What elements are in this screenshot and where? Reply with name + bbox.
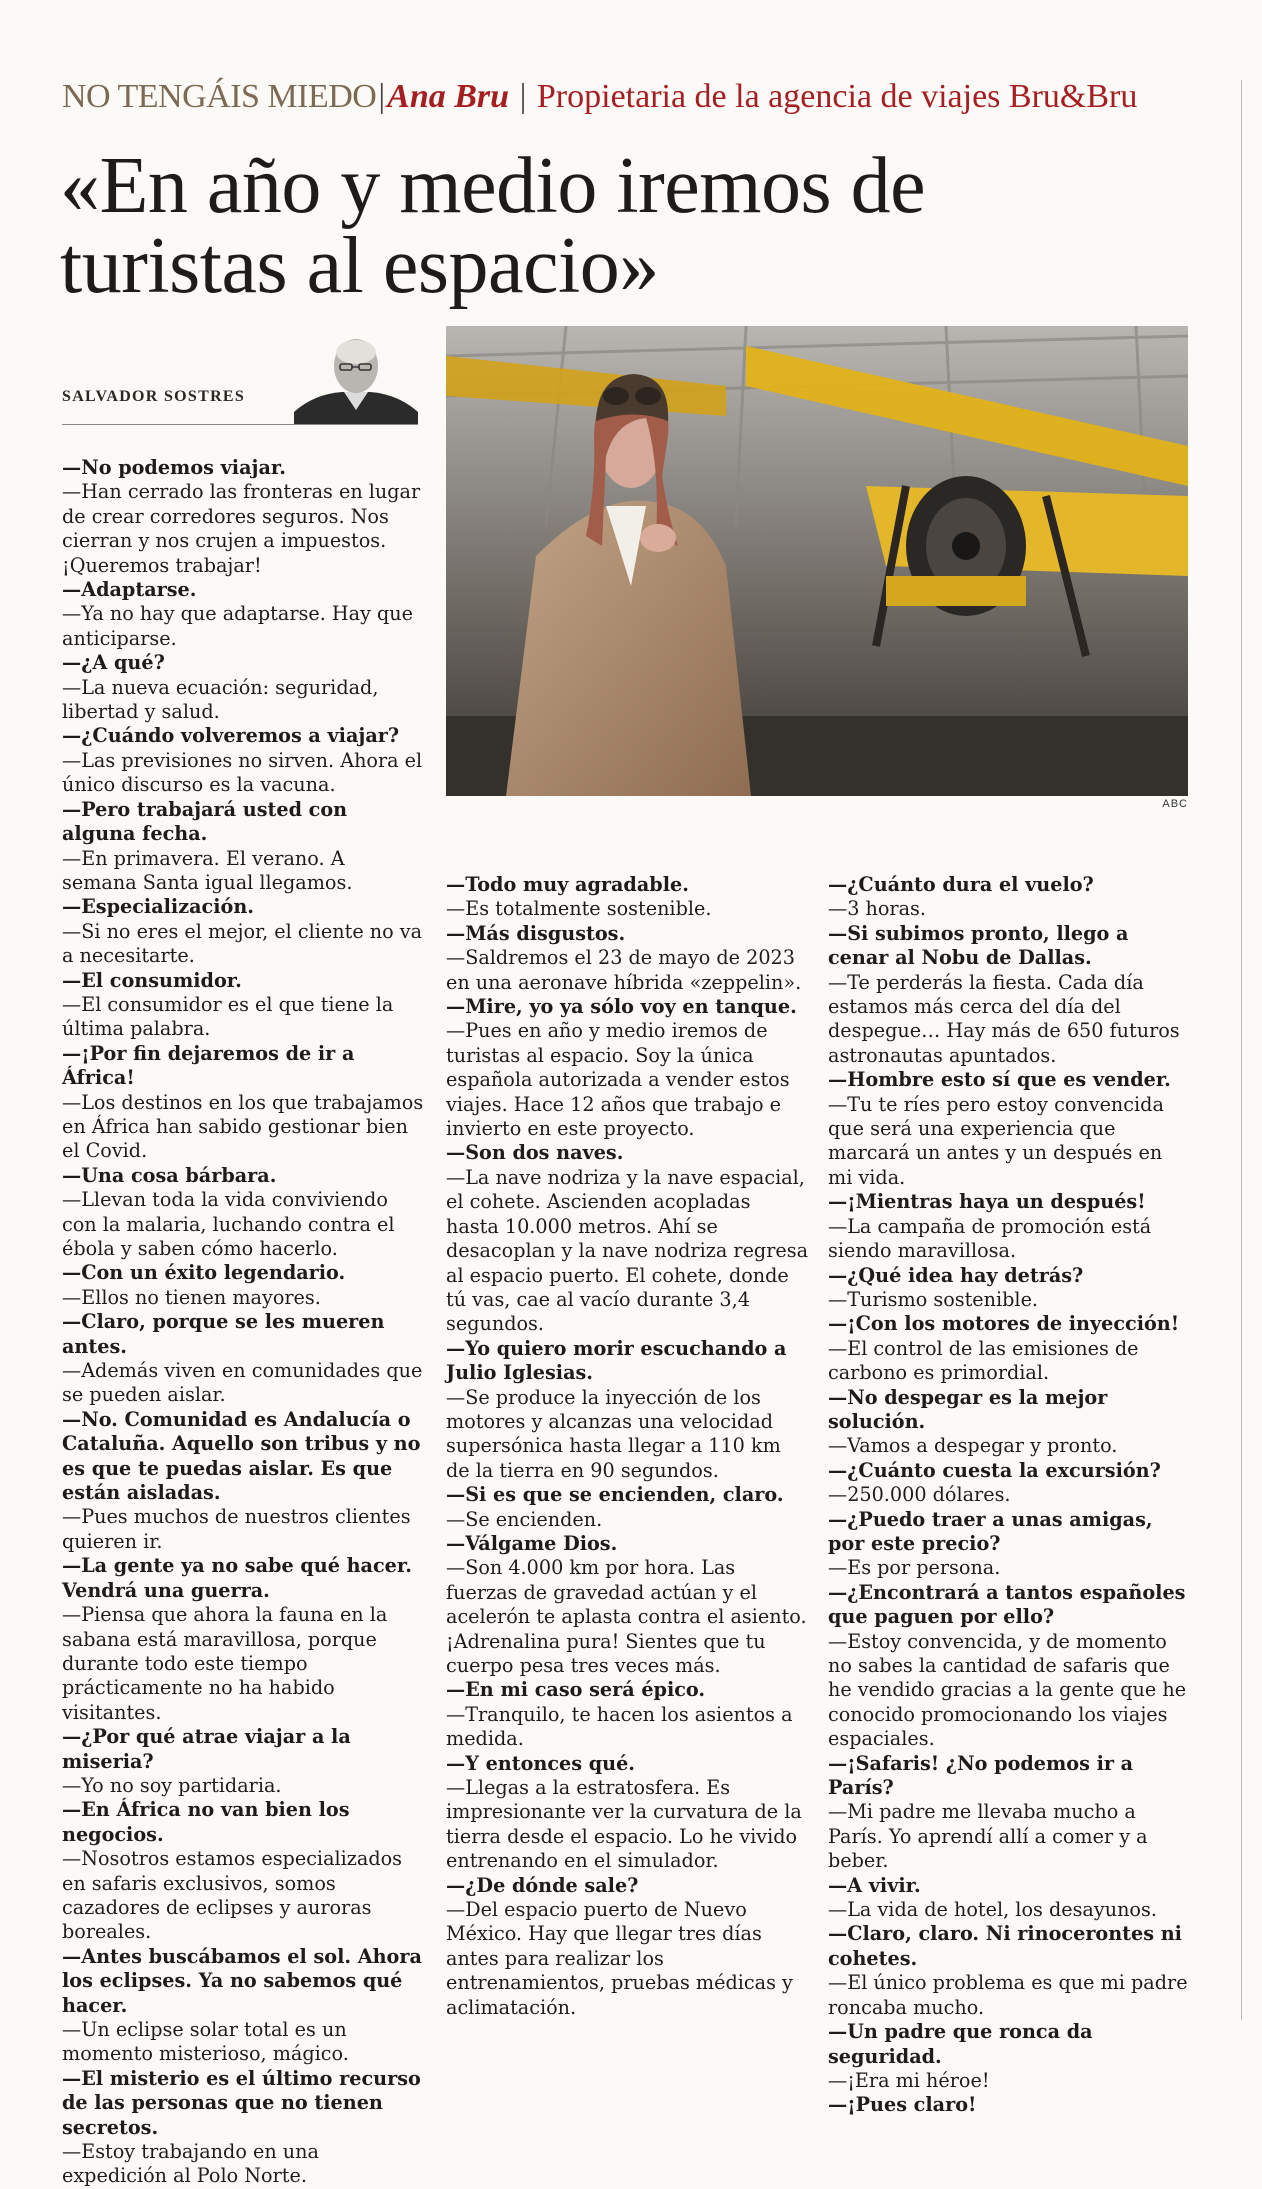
interview-question: —Y entonces qué. (446, 1751, 635, 1775)
photo-credit: ABC (1162, 798, 1188, 810)
interview-answer: —Mi padre me llevaba mucho a París. Yo aprendí allí a comer y a beber. (828, 1800, 1148, 1873)
interview-answer: —Un eclipse solar total es un momento misterioso, mágico. (62, 2018, 349, 2066)
interview-question: —¡Mientras haya un después! (828, 1190, 1146, 1214)
interview-answer: —Llegas a la estratosfera. Es impresionante ver la curvatura de la tierra desde el espacio. Lo he vivido entrenando en el simulador. (446, 1776, 802, 1873)
interview-answer: —Nosotros estamos especializados en safaris exclusivos, somos cazadores de eclipses y auroras boreales. (62, 1847, 403, 1944)
interview-answer: —El único problema es que mi padre roncaba mucho. (828, 1971, 1188, 2019)
interview-question: —Pero trabajará usted con alguna fecha. (62, 797, 348, 846)
header-separator: | (378, 78, 386, 115)
text-column-2 (446, 873, 808, 2020)
interview-answer: —Turismo sostenible. (828, 1287, 1039, 1311)
interview-question: —Un padre que ronca da seguridad. (828, 2020, 1093, 2068)
interview-answer: —¡Era mi héroe! (828, 2068, 990, 2092)
interview-question: —Mire, yo ya sólo voy en tanque. (446, 995, 797, 1019)
interview-answer: —Han cerrado las fronteras en lugar de crear corredores seguros. Nos cierran y nos crujen a impuestos. ¡Queremos trabajar! (62, 480, 421, 577)
interview-question: —A vivir. (828, 1873, 921, 1897)
interview-answer: —Estoy trabajando en una expedición al Polo Norte. (62, 2140, 319, 2188)
byline: SALVADOR SOSTRES (62, 388, 246, 405)
interview-question: —¡Pues claro! (828, 2093, 977, 2117)
interview-question: —Antes buscábamos el sol. Ahora los eclipses. Ya no sabemos qué hacer. (62, 1944, 422, 2017)
interview-question: —En África no van bien los negocios. (62, 1798, 350, 1846)
interview-question: —¿Encontrará a tantos españoles que paguen por ello? (828, 1580, 1186, 1629)
interview-question: —¿Por qué atrae viajar a la miseria? (62, 1725, 351, 1773)
interview-answer: —Tu te ríes pero estoy convencida que será una experiencia que marcará un antes y un después en mi vida. (828, 1092, 1164, 1189)
interview-answer: —La campaña de promoción está siendo maravillosa. (828, 1214, 1152, 1263)
interview-answer: —3 horas. (828, 897, 926, 921)
byline-block (62, 330, 418, 425)
interview-answer: —Tranquilo, te hacen los asientos a medida. (446, 1702, 793, 1751)
interview-answer: —Ya no hay que adaptarse. Hay que anticiparse. (62, 602, 414, 650)
interview-answer: —El control de las emisiones de carbono es primordial. (828, 1336, 1139, 1385)
interview-answer: —La nave nodriza y la nave espacial, el cohete. Ascienden acopladas hasta 10.000 metros. Ahí se desacoplan y la nave nodriza regresa al espacio puerto. El cohete, donde tú vas, cae al vacío durante 3,4 segundos. (446, 1165, 809, 1336)
text-column-3 (828, 873, 1190, 2118)
interview-question: —¿Puedo traer a unas amigas, por este precio? (828, 1507, 1153, 1555)
interview-question: —No podemos viajar. (62, 456, 286, 479)
interview-answer: —Es totalmente sostenible. (446, 897, 712, 921)
section-label: NO TENGÁIS MIEDO (62, 78, 377, 115)
interview-question: —Adaptarse. (62, 578, 197, 602)
interview-question: —El consumidor. (62, 968, 242, 992)
interview-question: —¡Con los motores de inyección! (828, 1312, 1180, 1336)
interview-answer: —Vamos a despegar y pronto. (828, 1434, 1118, 1458)
author-portrait (294, 330, 418, 424)
interviewee-role: Propietaria de la agencia de viajes Bru&Bru (536, 78, 1138, 115)
interview-question: —Son dos naves. (446, 1141, 624, 1165)
page-edge-rule (1241, 80, 1242, 2020)
interview-answer: —Pues en año y medio iremos de turistas al espacio. Soy la única española autorizada a vender estos viajes. Hace 12 años que trabajo e invierto en este proyecto. (446, 1019, 790, 1141)
article-header (62, 78, 1192, 116)
interview-question: —Todo muy agradable. (446, 873, 689, 896)
interview-question: —¿Cuánto dura el vuelo? (828, 873, 1094, 896)
interview-question: —¿A qué? (62, 651, 165, 675)
interview-question: —Con un éxito legendario. (62, 1261, 346, 1285)
interview-question: —No. Comunidad es Andalucía o Cataluña. Aquello son tribus y no es que te puedas aislar. Es que están aisladas. (62, 1407, 421, 1505)
interview-answer: —Ellos no tienen mayores. (62, 1285, 321, 1309)
interviewee-name: Ana Bru (387, 78, 510, 115)
interview-question: —Claro, porque se les mueren antes. (62, 1310, 385, 1358)
interview-question: —Claro, claro. Ni rinocerontes ni cohetes. (828, 1922, 1182, 1970)
interview-answer: —Llevan toda la vida conviviendo con la malaria, luchando contra el ébola y saben cómo hacerlo. (62, 1188, 395, 1260)
interview-question: —¡Por fin dejaremos de ir a África! (62, 1041, 355, 1090)
interview-question: —Si subimos pronto, llego a cenar al Nobu de Dallas. (828, 921, 1129, 970)
interview-answer: —En primavera. El verano. A semana Santa igual llegamos. (62, 846, 353, 894)
interview-question: —Válgame Dios. (446, 1531, 618, 1555)
interview-answer: —Piensa que ahora la fauna en la sabana está maravillosa, porque durante todo este tiempo prácticamente no ha habido visitantes. (62, 1603, 388, 1724)
interview-answer: —Son 4.000 km por hora. Las fuerzas de gravedad actúan y el acelerón te aplasta contra el asiento. ¡Adrenalina pura! Sientes que tu cuerpo pesa tres veces más. (446, 1556, 807, 1677)
headline: «En año y medio iremos de turistas al espacio» (60, 142, 926, 310)
interview-answer: —Se produce la inyección de los motores y alcanzas una velocidad supersónica hasta llegar a 110 km de la tierra en 90 segundos. (446, 1385, 781, 1482)
interview-question: —El misterio es el último recurso de las personas que no tienen secretos. (62, 2066, 421, 2139)
interview-answer: —Las previsiones no sirven. Ahora el único discurso es la vacuna. (62, 748, 423, 797)
interview-answer: —Se encienden. (446, 1507, 603, 1531)
interview-question: —¿Cuándo volveremos a viajar? (62, 724, 400, 748)
interview-question: —Especialización. (62, 895, 254, 919)
interview-question: —¿Qué idea hay detrás? (828, 1263, 1084, 1287)
interview-answer: —Si no eres el mejor, el cliente no va a necesitarte. (62, 919, 423, 968)
interview-answer: —Los destinos en los que trabajamos en África han sabido gestionar bien el Covid. (62, 1090, 424, 1163)
interview-answer: —El consumidor es el que tiene la última palabra. (62, 992, 394, 1041)
interview-answer: —Además viven en comunidades que se pueden aislar. (62, 1359, 423, 1407)
interview-question: —Yo quiero morir escuchando a Julio Iglesias. (446, 1336, 787, 1385)
interview-answer: —La nueva ecuación: seguridad, libertad y salud. (62, 675, 379, 724)
main-photo (446, 326, 1188, 796)
header-separator: | (519, 78, 527, 115)
interview-answer: —La vida de hotel, los desayunos. (828, 1898, 1157, 1922)
interview-answer: —Estoy convencida, y de momento no sabes la cantidad de safaris que he vendido gracias a la gente que he conocido promocionando los viajes espaciales. (828, 1629, 1187, 1751)
interview-question: —¿De dónde sale? (446, 1873, 639, 1897)
interview-question: —La gente ya no sabe qué hacer. Vendrá una guerra. (62, 1554, 412, 1602)
interview-answer: —Pues muchos de nuestros clientes quieren ir. (62, 1505, 411, 1553)
interview-question: —Una cosa bárbara. (62, 1163, 277, 1187)
interview-question: —En mi caso será épico. (446, 1678, 706, 1702)
text-column-1 (62, 456, 424, 2189)
interview-answer: —Te perderás la fiesta. Cada día estamos más cerca del día del despegue… Hay más de 650 futuros astronautas apuntados. (828, 970, 1180, 1067)
interview-answer: —Es por persona. (828, 1556, 1001, 1580)
interview-answer: —Yo no soy partidaria. (62, 1773, 282, 1797)
interview-answer: —Saldremos el 23 de mayo de 2023 en una aeronave híbrida «zeppelin». (446, 946, 802, 994)
interview-question: —No despegar es la mejor solución. (828, 1385, 1108, 1433)
interview-question: —Más disgustos. (446, 921, 626, 945)
interview-question: —¿Cuánto cuesta la excursión? (828, 1458, 1161, 1482)
interview-answer: —250.000 dólares. (828, 1483, 1011, 1507)
interview-question: —¡Safaris! ¿No podemos ir a París? (828, 1751, 1134, 1800)
interview-question: —Hombre esto sí que es vender. (828, 1068, 1171, 1092)
interview-answer: —Del espacio puerto de Nuevo México. Hay que llegar tres días antes para realizar los entrenamientos, pruebas médicas y aclimatación. (446, 1898, 793, 2019)
interview-question: —Si es que se encienden, claro. (446, 1483, 784, 1507)
